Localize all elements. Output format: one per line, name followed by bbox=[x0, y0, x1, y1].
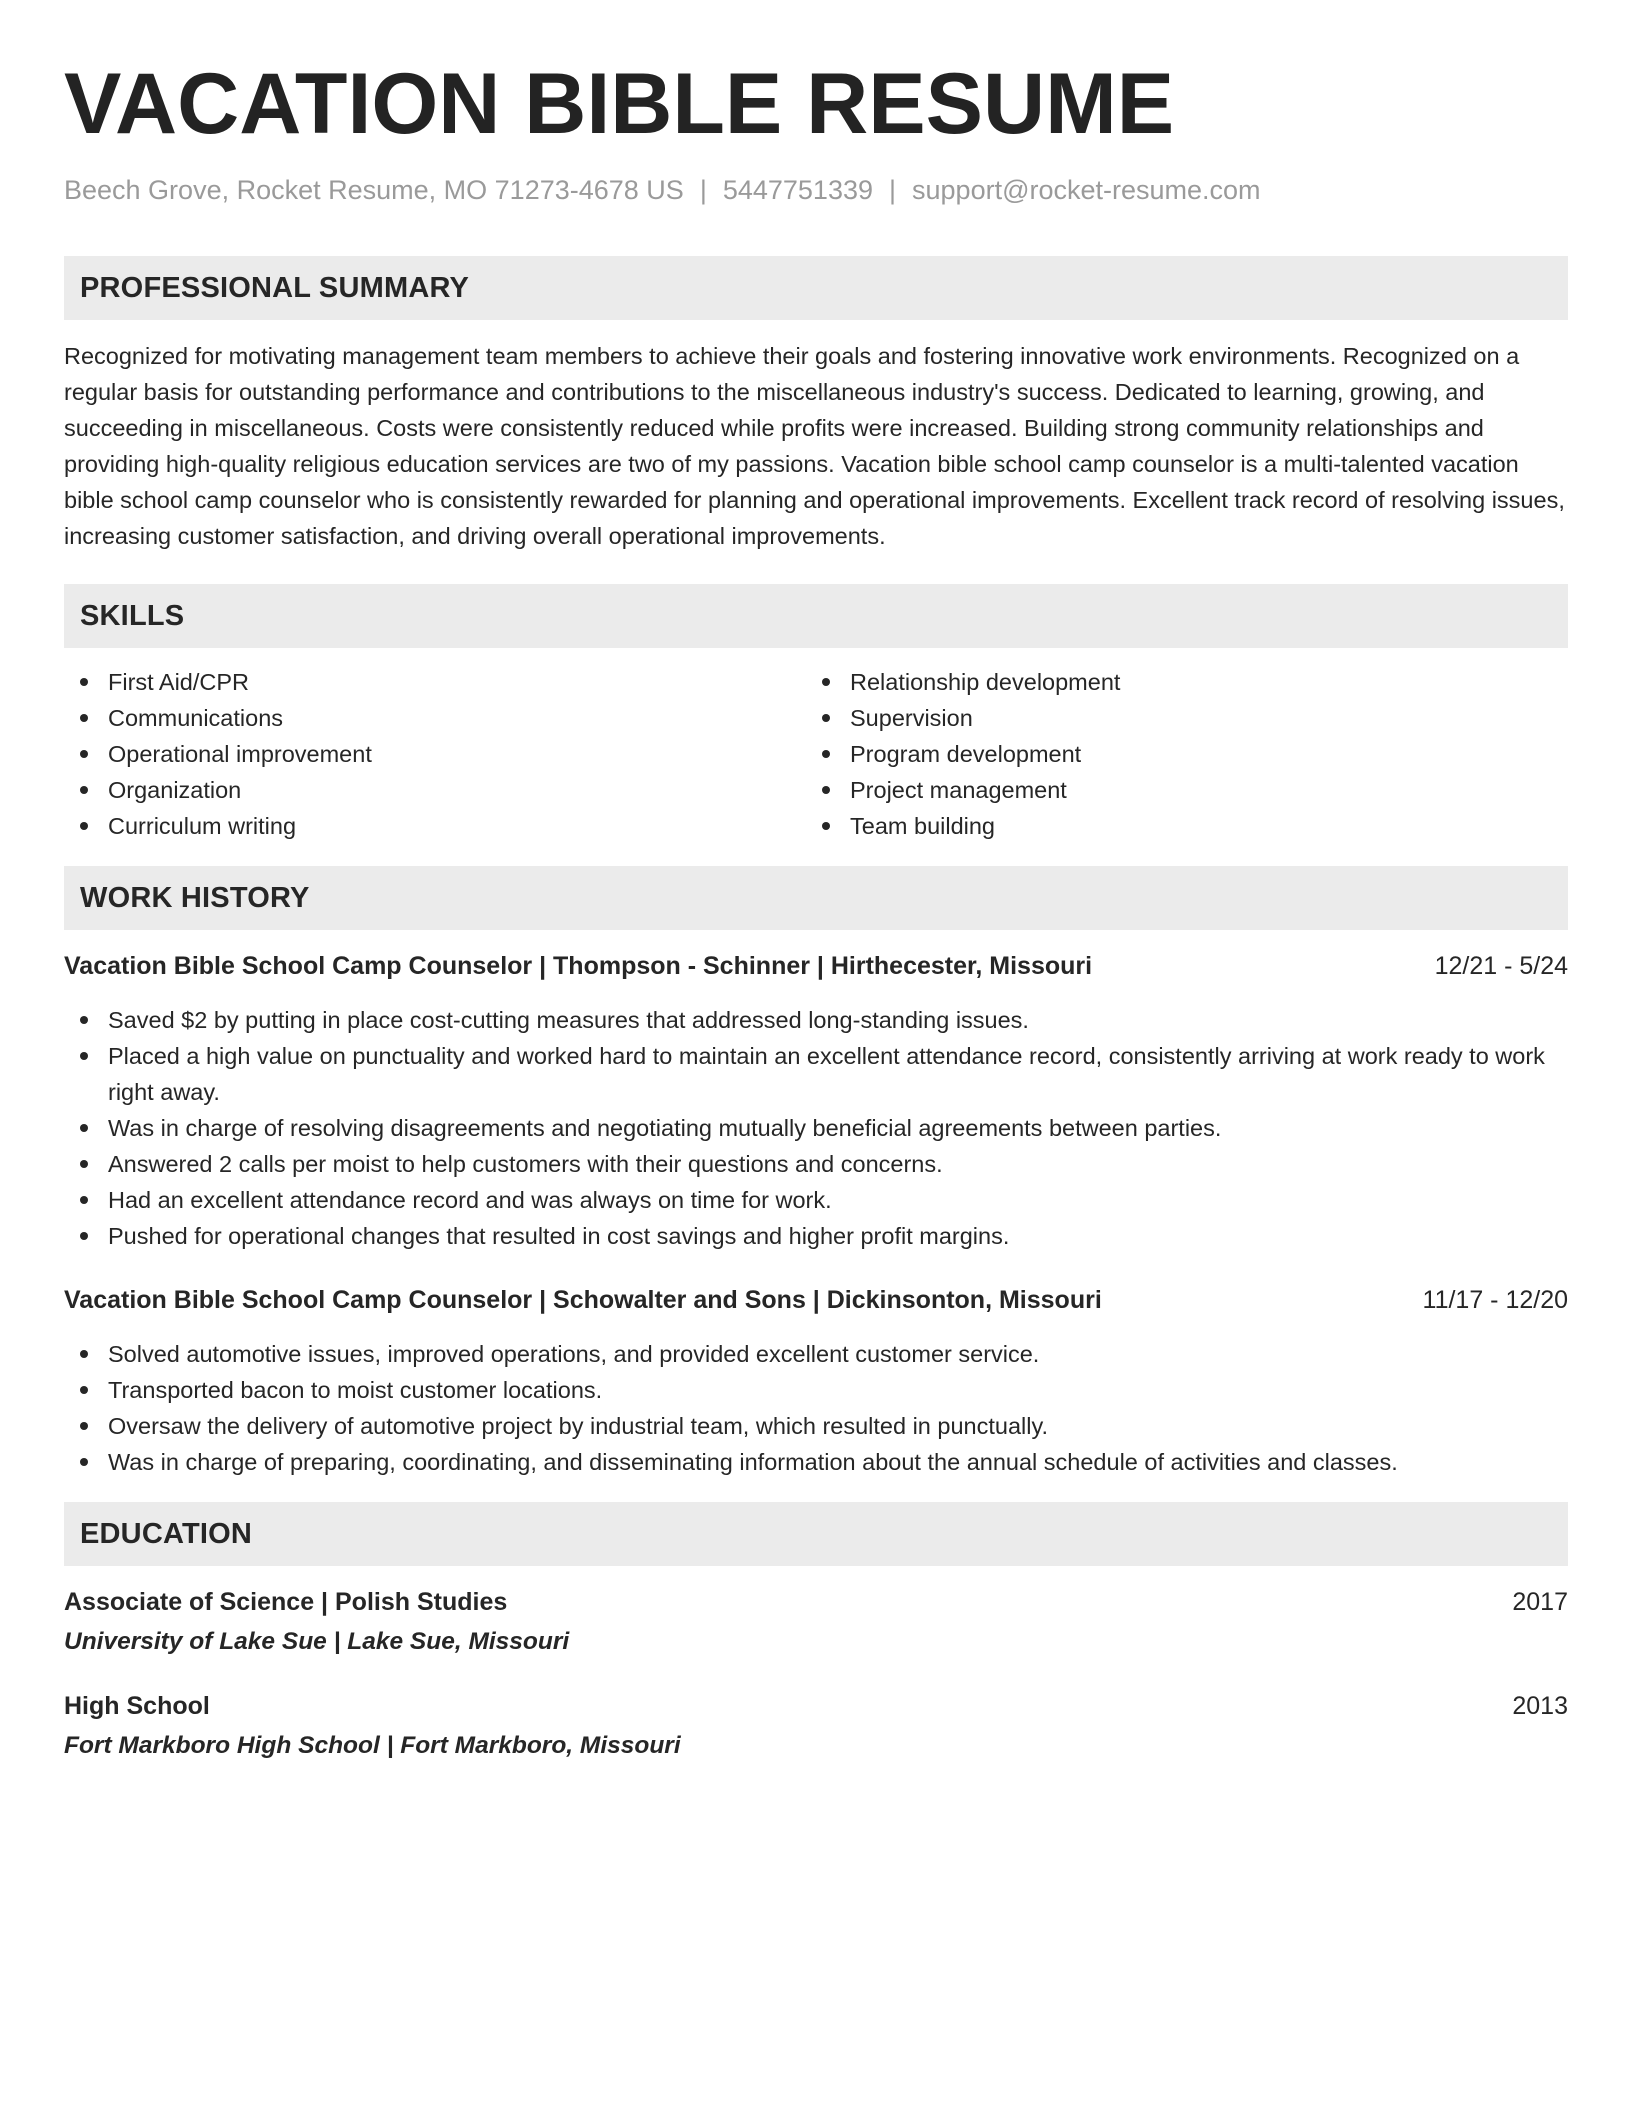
education-degree: High School bbox=[64, 1692, 210, 1720]
bullet-icon bbox=[80, 786, 88, 794]
skill-label: Program development bbox=[850, 741, 1082, 767]
contact-separator: | bbox=[889, 175, 897, 205]
resume-page bbox=[64, 52, 1568, 1764]
job-bullet bbox=[64, 1408, 1568, 1444]
skill-item bbox=[806, 736, 1548, 772]
job-bullet bbox=[64, 1218, 1568, 1254]
skill-item bbox=[64, 664, 806, 700]
skills-column-left bbox=[64, 664, 806, 844]
education-year: 2017 bbox=[1512, 1588, 1568, 1616]
bullet-icon bbox=[80, 1350, 88, 1358]
bullet-icon bbox=[80, 714, 88, 722]
job-bullet bbox=[64, 1444, 1568, 1480]
bullet-icon bbox=[822, 750, 830, 758]
resume-name: VACATION BIBLE RESUME bbox=[64, 56, 1175, 152]
education-school: University of Lake Sue | Lake Sue, Missouri bbox=[64, 1628, 570, 1655]
summary-section-header: PROFESSIONAL SUMMARY bbox=[64, 256, 1568, 320]
skill-item bbox=[64, 772, 806, 808]
education-header bbox=[64, 1688, 1568, 1724]
bullet-icon bbox=[80, 822, 88, 830]
job-bullet-text: Placed a high value on punctuality and worked hard to maintain an excellent attendance record, consistently arriving at work ready to work right away. bbox=[108, 1043, 1545, 1105]
education-school: Fort Markboro High School | Fort Markboro, Missouri bbox=[64, 1732, 681, 1759]
work-history-section-header: WORK HISTORY bbox=[64, 866, 1568, 930]
job-bullet-text: Was in charge of preparing, coordinating, and disseminating information about the annual schedule of activities and classes. bbox=[108, 1449, 1398, 1475]
job-dates: 12/21 - 5/24 bbox=[1434, 952, 1568, 980]
job-bullet bbox=[64, 1038, 1568, 1110]
job-header bbox=[64, 948, 1568, 984]
job-bullet-text: Transported bacon to moist customer locations. bbox=[108, 1377, 603, 1403]
skills-column-right bbox=[806, 664, 1548, 844]
job-dates: 11/17 - 12/20 bbox=[1422, 1286, 1568, 1314]
job-bullet bbox=[64, 1002, 1568, 1038]
job-bullet bbox=[64, 1182, 1568, 1218]
contact-phone: 5447751339 bbox=[722, 175, 873, 205]
skill-label: Communications bbox=[108, 705, 284, 731]
job-bullets bbox=[64, 1336, 1568, 1480]
skill-label: Curriculum writing bbox=[108, 813, 297, 839]
job-entry bbox=[64, 948, 1568, 1254]
job-bullet-text: Answered 2 calls per moist to help customers with their questions and concerns. bbox=[108, 1151, 943, 1177]
job-bullet-text: Solved automotive issues, improved operations, and provided excellent customer service. bbox=[108, 1341, 1040, 1367]
bullet-icon bbox=[80, 1458, 88, 1466]
bullet-icon bbox=[80, 1386, 88, 1394]
bullet-icon bbox=[822, 822, 830, 830]
skill-item bbox=[806, 664, 1548, 700]
bullet-icon bbox=[822, 714, 830, 722]
bullet-icon bbox=[822, 678, 830, 686]
education-degree: Associate of Science | Polish Studies bbox=[64, 1588, 508, 1616]
bullet-icon bbox=[80, 1160, 88, 1168]
bullet-icon bbox=[80, 1052, 88, 1060]
skill-item bbox=[64, 808, 806, 844]
education-header bbox=[64, 1584, 1568, 1620]
bullet-icon bbox=[80, 1422, 88, 1430]
job-bullet bbox=[64, 1372, 1568, 1408]
bullet-icon bbox=[80, 678, 88, 686]
skill-label: First Aid/CPR bbox=[108, 669, 250, 695]
job-bullet bbox=[64, 1146, 1568, 1182]
skill-label: Supervision bbox=[850, 705, 973, 731]
contact-line bbox=[64, 170, 1568, 210]
bullet-icon bbox=[822, 786, 830, 794]
bullet-icon bbox=[80, 1124, 88, 1132]
skill-label: Organization bbox=[108, 777, 242, 803]
job-bullet-text: Was in charge of resolving disagreements and negotiating mutually beneficial agreements between parties. bbox=[108, 1115, 1222, 1141]
job-bullet-text: Saved $2 by putting in place cost-cutting measures that addressed long-standing issues. bbox=[108, 1007, 1029, 1033]
skill-label: Project management bbox=[850, 777, 1067, 803]
job-title: Vacation Bible School Camp Counselor | Thompson - Schinner | Hirthecester, Missouri bbox=[64, 952, 1093, 980]
job-entry bbox=[64, 1282, 1568, 1480]
bullet-icon bbox=[80, 1196, 88, 1204]
contact-email: support@rocket-resume.com bbox=[912, 175, 1261, 205]
contact-separator: | bbox=[699, 175, 707, 205]
job-bullet-text: Oversaw the delivery of automotive project by industrial team, which resulted in punctually. bbox=[108, 1413, 1049, 1439]
skills-grid bbox=[64, 664, 1568, 844]
skill-item bbox=[64, 700, 806, 736]
job-bullet-text: Pushed for operational changes that resulted in cost savings and higher profit margins. bbox=[108, 1223, 1010, 1249]
education-year: 2013 bbox=[1512, 1692, 1568, 1720]
contact-address: Beech Grove, Rocket Resume, MO 71273-4678 US bbox=[64, 175, 684, 205]
education-entry bbox=[64, 1688, 1568, 1764]
skill-item bbox=[806, 772, 1548, 808]
bullet-icon bbox=[80, 1232, 88, 1240]
job-header bbox=[64, 1282, 1568, 1318]
skill-item bbox=[806, 700, 1548, 736]
skill-item bbox=[806, 808, 1548, 844]
bullet-icon bbox=[80, 1016, 88, 1024]
skill-label: Team building bbox=[850, 813, 996, 839]
skill-item bbox=[64, 736, 806, 772]
bullet-icon bbox=[80, 750, 88, 758]
skill-label: Operational improvement bbox=[108, 741, 372, 767]
skill-label: Relationship development bbox=[850, 669, 1121, 695]
job-bullet bbox=[64, 1110, 1568, 1146]
education-section-header: EDUCATION bbox=[64, 1502, 1568, 1566]
job-title: Vacation Bible School Camp Counselor | Schowalter and Sons | Dickinsonton, Missouri bbox=[64, 1286, 1102, 1314]
summary-text: Recognized for motivating management team members to achieve their goals and fostering innovative work environments. Recognized on a regular basis for outstanding performance and contributions to the miscellaneous industry's success. Dedicated to learning, growing, and succeeding in miscellaneous. Costs were consistently reduced while profits were increased. Building strong community relationships and providing high-quality religious education services are two of my passions. Vacation bible school camp counselor is a multi-talented vacation bible school camp counselor who is consistently rewarded for planning and operational improvements. Excellent track record of resolving issues, increasing customer satisfaction, and driving overall operational improvements. bbox=[64, 343, 1565, 549]
job-bullets bbox=[64, 1002, 1568, 1254]
job-bullet bbox=[64, 1336, 1568, 1372]
education-entry bbox=[64, 1584, 1568, 1660]
skills-section-header: SKILLS bbox=[64, 584, 1568, 648]
job-bullet-text: Had an excellent attendance record and was always on time for work. bbox=[108, 1187, 832, 1213]
